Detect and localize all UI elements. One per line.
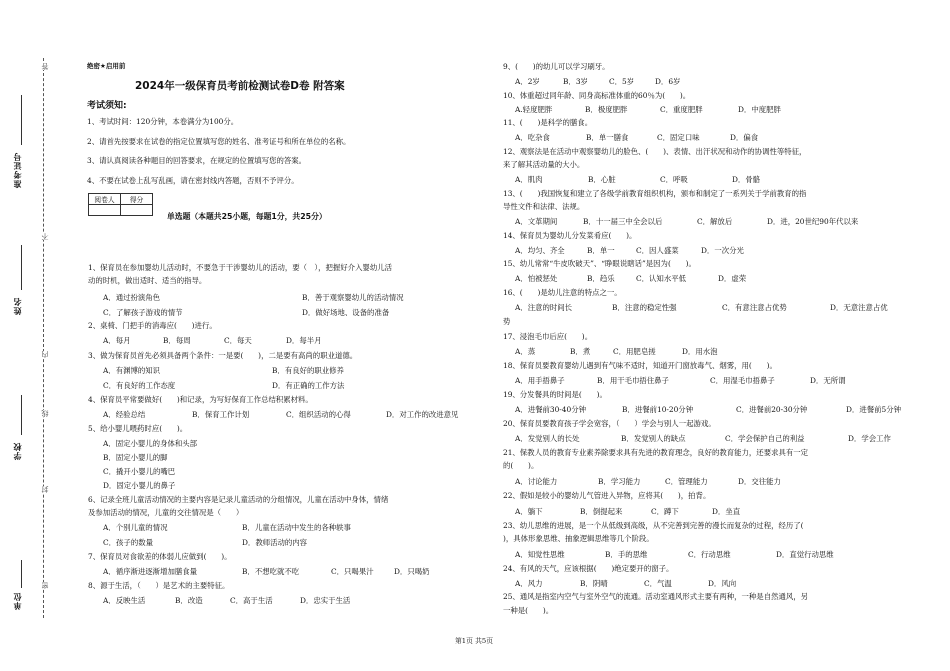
question-text: 8、源于生活，（ ）是艺术的主要特征。: [88, 581, 230, 590]
answer-option: D．无意注意占优: [830, 303, 888, 312]
seal-mark: 答: [41, 63, 49, 70]
exam-note: 2、请首先按要求在试卷的指定位置填写您的姓名、准考证号和所在单位的名称。: [87, 137, 351, 146]
question-text: 21、保教人员的教育专业素养除要求具有先进的教育理念，良好的教育能力，还要求具有一定: [503, 448, 809, 457]
seal-line: [43, 58, 44, 618]
question-text: 动的时机，做出适时、适当的指导。: [88, 276, 207, 285]
answer-option: B．极度肥胖: [585, 105, 628, 114]
score-label: 得分: [121, 194, 153, 205]
answer-option: D．风向: [708, 579, 737, 588]
question-text: 20、保育员要教育孩子学会宽容，（ ）学会与别人一起游戏。: [503, 419, 716, 428]
answer-option: C．组织活动的心得: [286, 410, 351, 419]
answer-option: D．教师活动的内容: [242, 538, 308, 547]
score-box: [88, 193, 153, 216]
answer-option: A．蒸: [515, 347, 536, 356]
answer-option: D．无所谓: [810, 376, 846, 385]
answer-option: C．5岁: [609, 77, 635, 86]
answer-option: C．有意注意占优势: [722, 303, 787, 312]
answer-option: B．心脏: [588, 175, 616, 184]
answer-option: B．每周: [163, 336, 191, 345]
question-text: 16、( )是幼儿注意的特点之一。: [503, 288, 622, 297]
answer-option: B．改造: [175, 596, 203, 605]
answer-option: C．每天: [224, 336, 252, 345]
seal-mark: 不: [41, 233, 49, 240]
question-text: 14、保育员为婴幼儿分发菜肴应( )。: [503, 231, 637, 240]
answer-option: A．循序渐进逐渐增加膳食量: [103, 567, 198, 576]
answer-option: B．手的思维: [605, 550, 648, 559]
answer-option: C．学会保护自己的利益: [725, 434, 805, 443]
seal-mark: 封: [41, 486, 49, 493]
secret-mark: 绝密★启用前: [87, 62, 126, 70]
answer-option: C．孩子的数量: [103, 538, 153, 547]
question-text: 17、浸泡毛巾后应( )。: [503, 332, 593, 341]
answer-option: A．2岁: [515, 77, 540, 86]
answer-option: B．注意的稳定性强: [612, 303, 677, 312]
answer-option: D．中度肥胖: [738, 105, 781, 114]
seal-mark: 线: [41, 410, 49, 417]
answer-option: D．6岁: [655, 77, 681, 86]
answer-option: D．一次分光: [701, 246, 744, 255]
exam-note: 1、考试时间：120分钟，本卷满分为100分。: [87, 117, 239, 126]
question-text: 10、体重超过同年龄、同身高标准体重的60％为( )。: [503, 91, 691, 100]
answer-option: A．文革期间: [515, 217, 558, 226]
reviewer-cell[interactable]: [89, 205, 121, 216]
question-text: )，具体形象思维、抽象逻辑思维等几个阶段。: [503, 534, 654, 543]
answer-option: A．通过扮演角色: [103, 293, 161, 302]
page-footer: 第1页 共5页: [455, 637, 493, 645]
school-field[interactable]: [21, 395, 22, 435]
answer-option: A．知觉性思维: [515, 550, 565, 559]
page-title: 2024年一级保育员考前检测试卷D卷 附答案: [135, 80, 345, 92]
exam-note: 4、不要在试卷上乱写乱画，请在密封线内答题，否则不予评分。: [87, 176, 299, 185]
answer-option: B．儿童在活动中发生的各种轶事: [242, 523, 351, 532]
answer-option: D．坐直: [712, 507, 741, 516]
answer-option: C．撬开小婴儿的嘴巴: [103, 467, 176, 476]
answer-option: A．风力: [515, 579, 543, 588]
question-text: 5、给小婴儿喂药时应( )。: [88, 424, 188, 433]
answer-option: B．趋乐: [587, 274, 615, 283]
answer-option: C．蹲下: [651, 507, 679, 516]
question-text: 1、保育员在参加婴幼儿活动时，不要急于干涉婴幼儿的活动，要（ ），把握好介入婴幼儿活: [88, 263, 393, 272]
answer-option: A．固定小婴儿的身体和头部: [103, 439, 198, 448]
question-text: 4、保育员平常要做好( )和记录，为写好保育工作总结积累材料。: [88, 395, 313, 404]
question-text: 一种是( )。: [503, 606, 554, 615]
answer-option: D．固定小婴儿的鼻子: [103, 481, 176, 490]
exam-note: 3、请认真阅读各种题目的回答要求，在规定的位置填写您的答案。: [87, 156, 307, 165]
answer-option: D．交往能力: [738, 477, 781, 486]
answer-option: C．了解孩子游戏的情节: [103, 308, 183, 317]
seal-mark: 密: [41, 582, 49, 589]
answer-option: D．骨骼: [732, 175, 761, 184]
score-cell[interactable]: [121, 205, 153, 216]
answer-option: A．吃杂食: [515, 133, 550, 142]
seal-mark: 内: [41, 351, 49, 358]
answer-option: C．重度肥胖: [660, 105, 703, 114]
unit-field[interactable]: [21, 560, 22, 588]
reviewer-label: 阅卷人: [89, 194, 121, 205]
answer-option: A．怕被惩处: [515, 274, 558, 283]
answer-option: D．对工作的改进意见: [386, 410, 459, 419]
answer-option: A．每月: [103, 336, 131, 345]
answer-option: A．反映生活: [103, 596, 146, 605]
answer-option: B．善于观察婴幼儿的活动情况: [302, 293, 404, 302]
answer-option: C．行动思维: [688, 550, 731, 559]
answer-option: D．偏食: [730, 133, 759, 142]
answer-option: A．有渊博的知识: [103, 366, 161, 375]
question-text: 22、假如是较小的婴幼儿气管进入异物，应将其( )，拍背。: [503, 491, 711, 500]
answer-option: B．学习能力: [598, 477, 641, 486]
question-text: 12、观察法是在活动中观察婴幼儿的脸色、( )、表情、出汗状况和动作的协调性等特征，: [503, 147, 807, 156]
answer-option: A．均匀、齐全: [515, 246, 565, 255]
question-text: 3、做为保育员首先必须具备两个条件：一是要( )，二是要有高尚的职业道德。: [88, 351, 358, 360]
notes-heading: 考试须知:: [87, 101, 127, 111]
question-text: 9、( )的幼儿可以学习刷牙。: [503, 62, 610, 71]
answer-option: C．固定口味: [657, 133, 700, 142]
answer-option: B．不想吃就不吃: [242, 567, 300, 576]
binding-margin: [0, 0, 62, 671]
answer-option: D．忠实于生活: [300, 596, 351, 605]
answer-option: B．单一: [587, 246, 615, 255]
answer-option: D．虚荣: [718, 274, 747, 283]
answer-option: B．阴晴: [580, 579, 608, 588]
answer-option: D．直觉行动思维: [776, 550, 834, 559]
answer-option: B．进餐前10-20分钟: [622, 405, 694, 414]
answer-option: C．因人盛菜: [636, 246, 679, 255]
question-text: 来了解其活动量的大小。: [503, 160, 585, 169]
answer-option: C．进餐前20-30分钟: [736, 405, 808, 414]
question-text: 7、保育员对食欲差的体弱儿应做到( )。: [88, 552, 232, 561]
answer-option: D．有正确的工作方法: [272, 381, 345, 390]
question-text: 6、记录全班儿童活动情况的主要内容是记录儿童活动的分组情况，儿童在活动中身体，情绪: [88, 495, 389, 504]
section-title: 单选题（本题共25小题，每题1分，共25分）: [167, 212, 327, 221]
question-text: 的( )。: [503, 461, 539, 470]
answer-option: D．每半月: [286, 336, 322, 345]
answer-option: A．个别儿童的情况: [103, 523, 168, 532]
answer-option: C．管理能力: [665, 477, 708, 486]
question-text: 18、保育员要教育婴幼儿遇到有气味不适时，知道开门窗放毒气、烟雾，用( )。: [503, 361, 777, 370]
question-text: 19、分发餐具的时间是( )。: [503, 390, 607, 399]
exam-id-field[interactable]: [21, 95, 22, 145]
question-text: 2、桌椅、门把手的消毒应( )进行。: [88, 321, 217, 330]
answer-option: B．煮: [570, 347, 591, 356]
answer-option: B．单一膳食: [586, 133, 629, 142]
answer-option: B．3岁: [563, 77, 588, 86]
school-label: 学校: [12, 442, 22, 460]
question-text: 及参加活动的情况，儿童的交往情况是（ ）: [88, 508, 244, 517]
answer-option: D．学会工作: [848, 434, 891, 443]
question-text: 11、( )是科学的膳食。: [503, 118, 593, 127]
answer-option: D．进餐前5分钟: [846, 405, 901, 414]
answer-option: C．呼吸: [660, 175, 688, 184]
answer-option: A．用手捂鼻子: [515, 376, 565, 385]
answer-option: B．倒提起来: [580, 507, 623, 516]
question-text: 15、幼儿常常“牛皮吹破天”、“睁眼说瞎话”是因为( )。: [503, 259, 696, 268]
answer-option: A.轻度肥胖: [515, 105, 553, 114]
answer-option: C．有良好的工作态度: [103, 381, 176, 390]
unit-label: 单位: [12, 592, 22, 610]
answer-option: B．固定小婴儿的脚: [103, 453, 168, 462]
answer-option: A．经验总结: [103, 410, 146, 419]
question-text: 13、( )我国恢复和建立了各级学前教育组织机构，颁布和制定了一系列关于学前教育的指: [503, 189, 807, 198]
answer-option: D．做好场地、设备的准备: [302, 308, 390, 317]
question-text: 导性文件和法律、法规。: [503, 202, 585, 211]
answer-option: C．认知水平低: [636, 274, 686, 283]
answer-option: B．保育工作计划: [192, 410, 250, 419]
answer-option: A．讨论能力: [515, 477, 558, 486]
answer-option: A．肌肉: [515, 175, 543, 184]
answer-option: C．只喝果汁: [331, 567, 374, 576]
name-field[interactable]: [21, 245, 22, 290]
exam-id-label: 准考证号: [12, 152, 22, 188]
answer-option: C．气温: [644, 579, 672, 588]
answer-option: D．进，20世纪90年代以来: [767, 217, 859, 226]
question-text: 24、有风的天气，应该根据( )绝定要开的窗子。: [503, 564, 674, 573]
answer-option: D．只喝奶: [394, 567, 430, 576]
question-text: 23、幼儿思维的进展，是一个从低级到高级，从不完善到完善的漫长而复杂的过程，经历了(: [503, 521, 804, 530]
question-text: 25、通风是指室内空气与室外空气的流通。活动室通风形式主要有两种，一种是自然通风，另: [503, 592, 809, 601]
answer-option: A．躺下: [515, 507, 543, 516]
answer-option: A．注意的时间长: [515, 303, 573, 312]
name-label: 姓名: [12, 297, 22, 315]
answer-option: B．发觉别人的缺点: [621, 434, 686, 443]
answer-option: A．进餐前30-40分钟: [515, 405, 586, 414]
answer-option: B．有良好的职业修养: [272, 366, 344, 375]
answer-option: A．发觉别人的长处: [515, 434, 580, 443]
answer-option: B．用干毛巾捂住鼻子: [597, 376, 669, 385]
answer-option: C．用肥皂搓: [613, 347, 656, 356]
answer-option: C．高于生活: [230, 596, 273, 605]
question-text: 势: [503, 317, 511, 326]
answer-option: B．十一届三中全会以后: [583, 217, 663, 226]
answer-option: C．用湿毛巾捂鼻子: [710, 376, 775, 385]
answer-option: C．解放后: [697, 217, 733, 226]
answer-option: D．用水泡: [682, 347, 718, 356]
